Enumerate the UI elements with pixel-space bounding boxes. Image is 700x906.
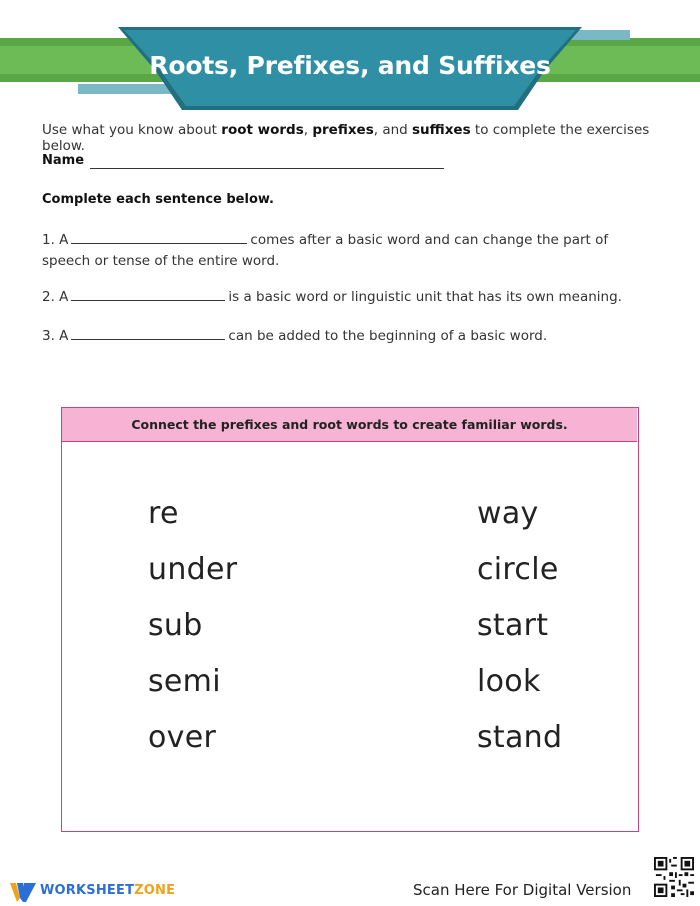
answer-blank-2[interactable] [71, 287, 225, 301]
question-number: 3. A [42, 328, 69, 344]
instructions-text [42, 122, 682, 154]
prefix-word[interactable]: re [148, 496, 179, 531]
intro-separator: , [303, 122, 313, 138]
question-text: comes after a basic word and can change the part of [250, 232, 609, 248]
section-title: Complete each sentence below. [42, 192, 275, 207]
question-3 [42, 326, 547, 347]
question-number: 1. A [42, 232, 69, 248]
prefix-word[interactable]: over [148, 720, 217, 755]
question-text: can be added to the beginning of a basic word. [228, 328, 548, 344]
question-text: is a basic word or linguistic unit that has its own meaning. [228, 289, 622, 305]
question-1 [42, 230, 608, 272]
name-field-line[interactable] [90, 168, 444, 169]
question-number: 2. A [42, 289, 69, 305]
intro-root-words: root words [221, 122, 304, 138]
scan-instruction: Scan Here For Digital Version [413, 881, 632, 899]
answer-blank-1[interactable] [71, 230, 247, 244]
answer-blank-3[interactable] [71, 326, 225, 340]
intro-suffixes: suffixes [412, 122, 471, 138]
root-word[interactable]: circle [477, 552, 559, 587]
matching-header: Connect the prefixes and root words to create familiar words. [62, 408, 637, 442]
brand-name-part: ZONE [134, 883, 176, 898]
title-banner [0, 0, 700, 120]
qr-code-icon[interactable] [654, 857, 694, 897]
root-word[interactable]: way [477, 496, 539, 531]
intro-text: Use what you know about [42, 122, 222, 138]
question-text-continued: speech or tense of the entire word. [42, 253, 280, 269]
prefix-word[interactable]: sub [148, 608, 203, 643]
question-2 [42, 287, 622, 308]
page-title: Roots, Prefixes, and Suffixes [149, 51, 551, 80]
prefix-word[interactable]: semi [148, 664, 221, 699]
prefix-word[interactable]: under [148, 552, 238, 587]
root-word[interactable]: look [477, 664, 541, 699]
name-label: Name [42, 153, 85, 168]
brand-name-part: WORKSHEET [40, 883, 135, 898]
brand-name [40, 883, 175, 898]
matching-box [61, 407, 639, 832]
intro-separator: , and [373, 122, 413, 138]
intro-prefixes: prefixes [312, 122, 374, 138]
root-word[interactable]: start [477, 608, 549, 643]
root-word[interactable]: stand [477, 720, 563, 755]
intro-text: to complete the exercises below. [42, 122, 650, 154]
worksheetzone-logo-icon [8, 878, 38, 906]
